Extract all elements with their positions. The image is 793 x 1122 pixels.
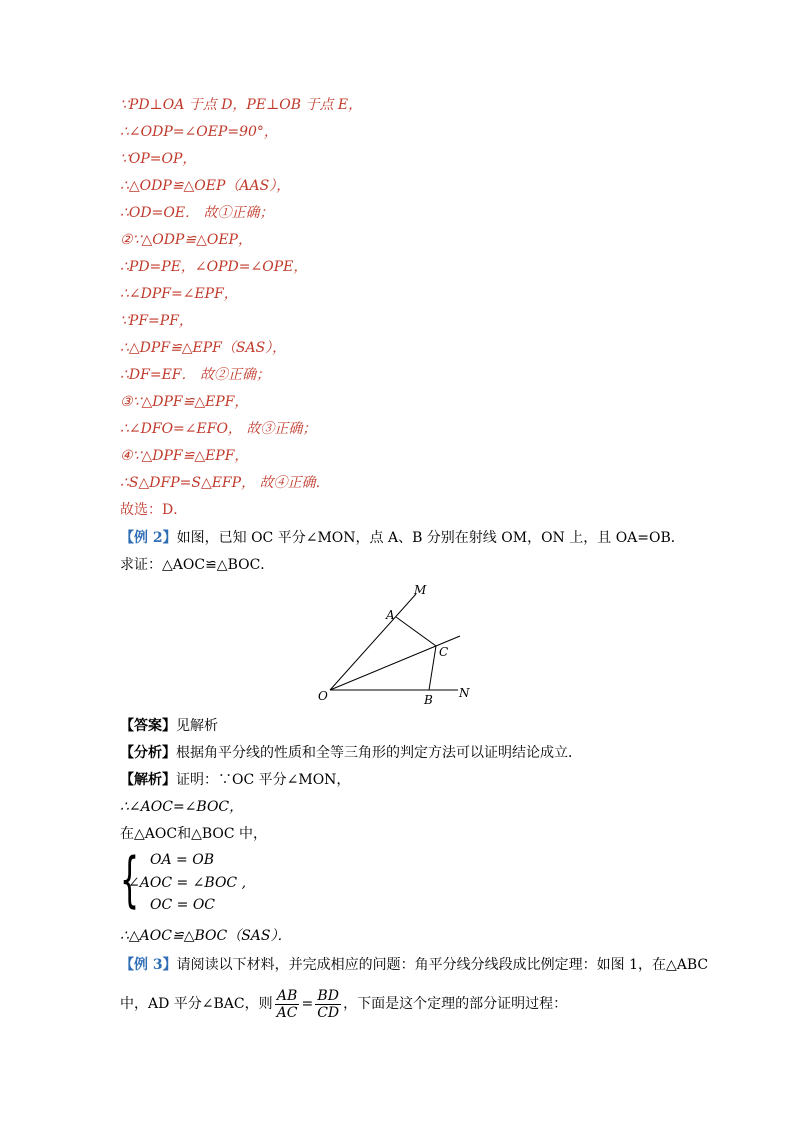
fraction-ab-ac: $\frac{AB}{AC}$ <box>276 987 298 1021</box>
label-b: B <box>424 693 433 707</box>
answer-text: 见解析 <box>176 718 218 734</box>
proof-line: ∴PD=PE，∠OPD=∠OPE， <box>120 259 308 275</box>
example3-line2-b: ，下面是这个定理的部分证明过程： <box>343 996 568 1012</box>
answer-line <box>120 717 218 735</box>
conclusion-line: ∴△AOC≌△BOC（SAS）． <box>120 928 292 944</box>
proof-line: ∴△DPF≌△EPF（SAS）， <box>120 340 287 356</box>
proof-line: ③∵△DPF≌△EPF， <box>120 394 249 410</box>
solution-step: ∴∠AOC=∠BOC， <box>120 799 244 815</box>
answer-choice: 故选：D． <box>120 502 188 518</box>
example3-tag: 【例 3】 <box>120 957 177 973</box>
proof-line: ∴∠DFO=∠EFO， 故③正确； <box>120 421 317 437</box>
equation-system <box>120 845 350 918</box>
example3-text: 请阅读以下材料，并完成相应的问题：角平分线分线段成比例定理：如图 1，在△ABC <box>176 957 709 973</box>
label-c: C <box>439 645 449 659</box>
proof-line: ∵PD⊥OA 于点 D，PE⊥OB 于点 E， <box>120 97 363 113</box>
label-o: O <box>318 689 328 703</box>
proof-line: ∴OD=OE． 故①正确； <box>120 205 274 221</box>
answer-tag: 【答案】 <box>120 718 176 734</box>
system-eq-1: OA = OB <box>150 852 214 868</box>
example2-prove: 求证：△AOC≌△BOC． <box>120 557 275 573</box>
example2-statement <box>120 529 685 547</box>
equals-sign: = <box>301 996 314 1012</box>
proof-line: ∴∠DPF=∠EPF， <box>120 286 238 302</box>
analysis-text: 根据角平分线的性质和全等三角形的判定方法可以证明结论成立． <box>176 745 582 761</box>
segment-ac <box>396 617 436 646</box>
analysis-line <box>120 744 582 762</box>
proof-line: ∵PF=PF， <box>120 313 193 329</box>
analysis-tag: 【分析】 <box>120 745 176 761</box>
example2-text: 如图，已知 OC 平分∠MON，点 A、B 分别在射线 OM，ON 上，且 OA=OB． <box>176 530 685 546</box>
proof-line: ∴△ODP≌△OEP（AAS）， <box>120 178 291 194</box>
solution-text: 证明：∵OC 平分∠MON， <box>176 772 351 788</box>
system-eq-3: OC = OC <box>150 897 216 913</box>
proof-line: ∴S△DFP=S△EFP， 故④正确． <box>120 475 330 491</box>
example3-statement <box>120 956 708 974</box>
label-n: N <box>459 686 470 700</box>
segment-bc <box>429 646 436 690</box>
example3-line2 <box>120 986 567 1022</box>
example3-line2-a: 中，AD 平分∠BAC，则 <box>120 996 273 1012</box>
proof-line: ∵OP=OP， <box>120 151 197 167</box>
solution-tag: 【解析】 <box>120 772 176 788</box>
example2-tag: 【例 2】 <box>120 530 177 546</box>
system-eq-2: ∠AOC = ∠BOC , <box>128 875 247 891</box>
proof-line: ②∵△ODP≌△OEP， <box>120 232 252 248</box>
geometry-figure <box>312 580 482 710</box>
label-m: M <box>414 583 427 597</box>
brace-symbol: { <box>120 845 140 915</box>
solution-line <box>120 771 350 789</box>
solution-step: 在△AOC和△BOC 中， <box>120 826 268 842</box>
proof-line: ④∵△DPF≌△EPF， <box>120 448 249 464</box>
fraction-bd-cd: $\frac{BD}{CD}$ <box>317 987 340 1021</box>
proof-line: ∴∠ODP=∠OEP=90°， <box>120 124 278 140</box>
label-a: A <box>386 608 395 622</box>
ray-om <box>330 594 416 690</box>
proof-line: ∴DF=EF． 故②正确； <box>120 367 270 383</box>
